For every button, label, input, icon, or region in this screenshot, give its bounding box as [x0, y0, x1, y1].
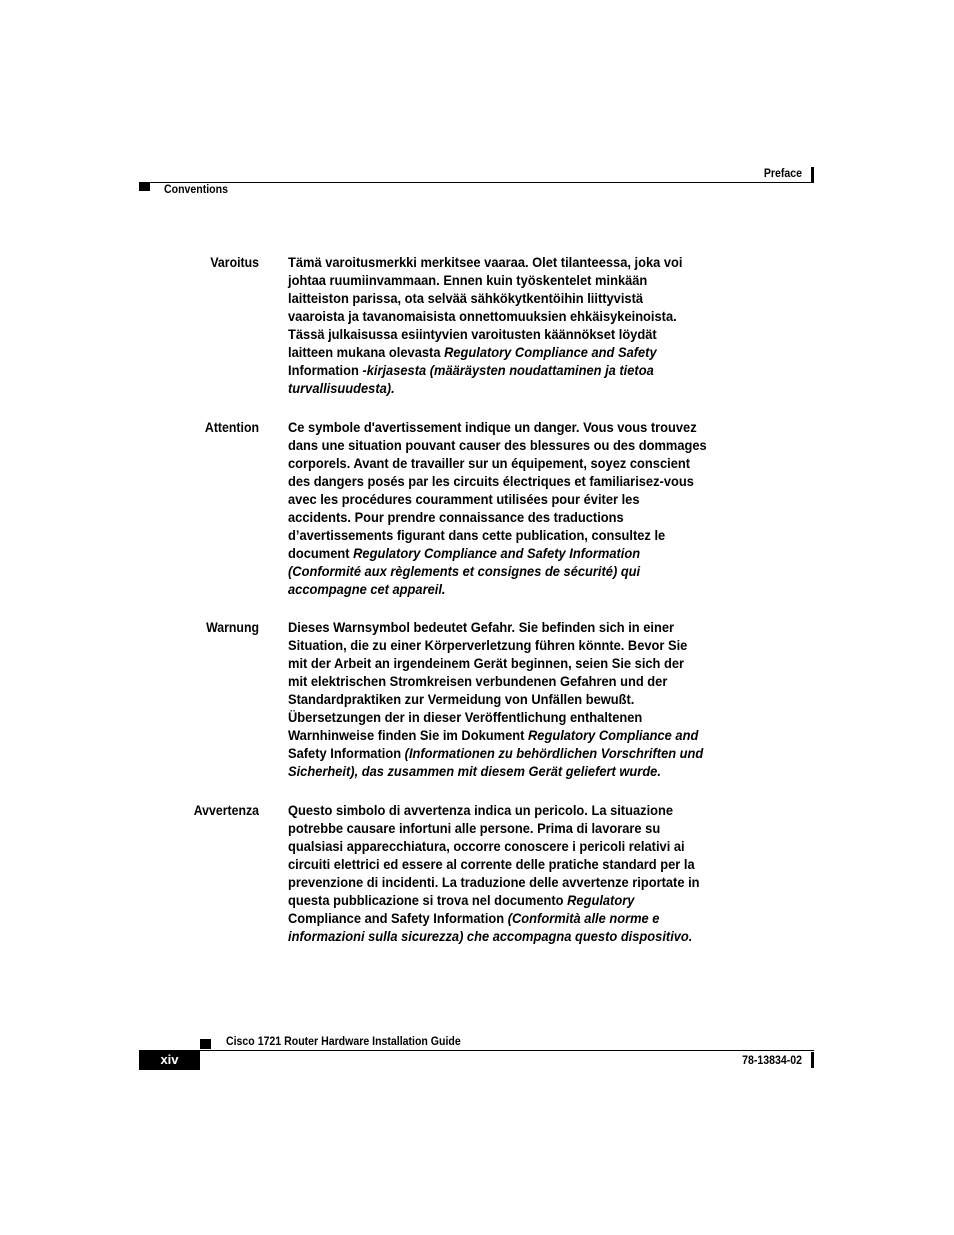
warning-text-line: laitteen mukana olevasta Regulatory Compliance and Safety — [288, 344, 657, 360]
warning-text-line: document Regulatory Compliance and Safety Information — [288, 545, 641, 561]
warning-text-line: Safety Information (Informationen zu behördlichen Vorschriften und — [288, 745, 704, 761]
warning-text-line: laitteiston parissa, ota selvää sähkökytkentöihin liittyvistä — [288, 290, 644, 306]
warning-text-line: Übersetzungen der in dieser Veröffentlichung enthaltenen — [288, 709, 643, 725]
document-title-reference: (Conformità alle norme e — [504, 910, 660, 926]
warning-text-line — [288, 562, 711, 580]
warning-text-line — [288, 379, 711, 397]
footer-square-marker — [200, 1039, 211, 1049]
header-rule — [139, 182, 814, 183]
warning-text-line: Dieses Warnsymbol bedeutet Gefahr. Sie befinden sich in einer — [288, 619, 675, 635]
footer-right-bar — [811, 1052, 814, 1068]
warning-text-line: prevenzione di incidenti. La traduzione delle avvertenze riportate in — [288, 874, 700, 890]
footer-rule — [139, 1050, 814, 1051]
warning-text-line: Situation, die zu einer Körperverletzung führen könnte. Bevor Sie — [288, 637, 688, 653]
document-title-reference: informazioni sulla sicurezza) che accompagna questo dispositivo. — [288, 928, 693, 944]
header-right-bar — [811, 167, 814, 183]
warning-text-line: Tämä varoitusmerkki merkitsee vaaraa. Olet tilanteessa, joka voi — [288, 254, 683, 270]
warning-label: Avvertenza — [193, 802, 259, 818]
warning-text-line: qualsiasi apparecchiatura, occorre conoscere i pericoli relativi ai — [288, 838, 685, 854]
warning-text-line: Information -kirjasesta (määräysten noudattaminen ja tietoa — [288, 362, 654, 378]
warning-text — [288, 801, 711, 945]
warning-text-line — [288, 927, 711, 945]
warning-text-line: dans une situation pouvant causer des blessures ou des dommages — [288, 437, 707, 453]
warning-text-line: Tässä julkaisussa esiintyvien varoitusten käännökset löydät — [288, 326, 657, 342]
warning-label: Warnung — [206, 619, 259, 635]
warning-text-line: potrebbe causare infortuni alle persone. Prima di lavorare su — [288, 820, 661, 836]
warning-text-line: circuiti elettrici ed essere al corrente delle pratiche standard per la — [288, 856, 695, 872]
document-title-reference: Regulatory Compliance and Safety Information — [353, 545, 641, 561]
document-title-reference: (Informationen zu behördlichen Vorschriften und — [401, 745, 704, 761]
warning-text-line: questa pubblicazione si trova nel documento Regulatory — [288, 892, 635, 908]
document-title-reference: -kirjasesta (määräysten noudattaminen ja tietoa — [358, 362, 654, 378]
header-square-marker — [139, 182, 150, 191]
warning-text-line: corporels. Avant de travailler sur un équipement, soyez conscient — [288, 455, 691, 471]
warning-text-line: Questo simbolo di avvertenza indica un pericolo. La situazione — [288, 802, 674, 818]
document-title-reference: turvallisuudesta). — [288, 380, 395, 396]
warning-text-line: Standardpraktiken zur Vermeidung von Unfällen bewußt. — [288, 691, 635, 707]
warning-label: Attention — [204, 419, 259, 435]
warning-text-line: Ce symbole d'avertissement indique un danger. Vous vous trouvez — [288, 419, 697, 435]
warning-text — [288, 618, 711, 780]
footer-book-title: Cisco 1721 Router Hardware Installation Guide — [226, 1034, 461, 1048]
warning-text-line: Compliance and Safety Information (Conformità alle norme e — [288, 910, 660, 926]
warning-text-line: mit der Arbeit an irgendeinem Gerät beginnen, seien Sie sich der — [288, 655, 685, 671]
warning-text-line: des dangers posés par les circuits électriques et familiarisez-vous — [288, 473, 694, 489]
warning-text-line: vaaroista ja tavanomaisista onnettomuuksien ehkäisykeinoista. — [288, 308, 677, 324]
warning-text-line: johtaa ruumiinvammaan. Ennen kuin työskentelet minkään — [288, 272, 648, 288]
warning-text-line: d’avertissements figurant dans cette publication, consultez le — [288, 527, 666, 543]
document-title-reference: Sicherheit), das zusammen mit diesem Gerät geliefert wurde. — [288, 763, 661, 779]
warning-text-line: Warnhinweise finden Sie im Dokument Regulatory Compliance and — [288, 727, 699, 743]
footer-page-number: xiv — [160, 1052, 179, 1067]
warning-text-line: accidents. Pour prendre connaissance des traductions — [288, 509, 624, 525]
warning-text-line: avec les procédures couramment utilisées pour éviter les — [288, 491, 640, 507]
document-title-reference: Regulatory — [567, 892, 635, 908]
warning-label: Varoitus — [210, 254, 259, 270]
document-title-reference: Regulatory Compliance and Safety — [444, 344, 657, 360]
footer-doc-number: 78-13834-02 — [742, 1053, 802, 1067]
document-title-reference: Regulatory Compliance and — [527, 727, 699, 743]
warning-text — [288, 253, 711, 397]
warning-text-line — [288, 762, 711, 780]
warning-text — [288, 418, 711, 598]
warning-text-line: mit elektrischen Stromkreisen verbundenen Gefahren und der — [288, 673, 668, 689]
document-title-reference: (Conformité aux règlements et consignes de sécurité) qui — [288, 563, 641, 579]
warning-text-line — [288, 580, 711, 598]
header-subsection-title: Conventions — [164, 182, 228, 196]
header-section-title: Preface — [763, 166, 802, 180]
document-title-reference: accompagne cet appareil. — [288, 581, 446, 597]
